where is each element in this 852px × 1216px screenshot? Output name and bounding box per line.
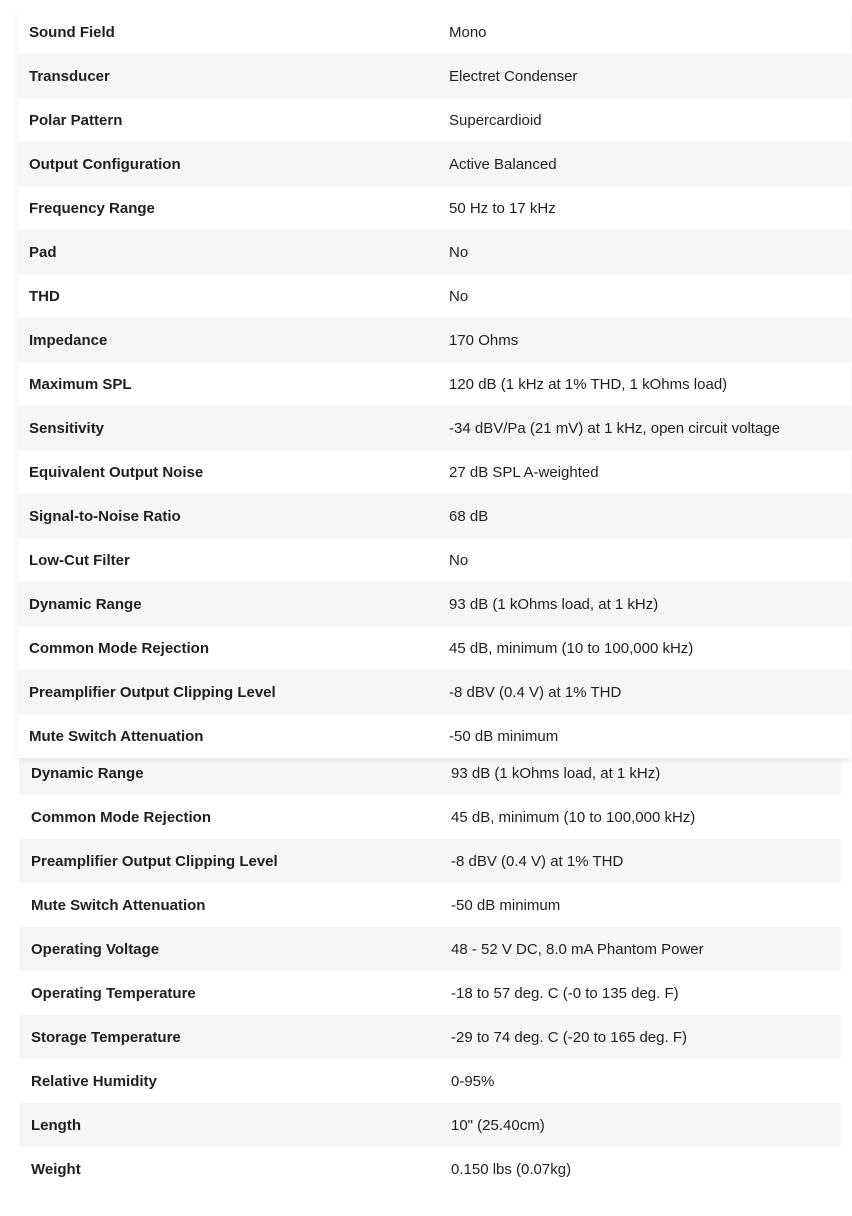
spec-label: Storage Temperature [31,1028,181,1046]
spec-label: Pad [29,243,57,261]
spec-value: 170 Ohms [449,331,519,349]
spec-row [17,230,851,274]
spec-row [17,98,851,142]
spec-value: Mono [449,23,487,41]
spec-label: Relative Humidity [31,1072,157,1090]
spec-label: Transducer [29,67,110,85]
spec-row [17,626,851,670]
spec-label: Common Mode Rejection [31,808,212,826]
spec-value: 45 dB, minimum (10 to 100,000 kHz) [449,639,694,657]
spec-value: -8 dBV (0.4 V) at 1% THD [451,852,624,870]
spec-value: 27 dB SPL A-weighted [449,463,599,481]
spec-label: Equivalent Output Noise [29,463,204,481]
spec-label: Mute Switch Attenuation [31,896,206,914]
spec-label: Mute Switch Attenuation [29,727,204,745]
spec-value: 10" (25.40cm) [451,1116,545,1134]
spec-row [17,450,851,494]
spec-value: 93 dB (1 kOhms load, at 1 kHz) [449,595,659,613]
spec-value: 50 Hz to 17 kHz [449,199,556,217]
spec-label: Dynamic Range [31,764,144,782]
spec-label: Preamplifier Output Clipping Level [29,683,276,701]
spec-label: Preamplifier Output Clipping Level [31,852,278,870]
spec-row [17,142,851,186]
spec-label: Dynamic Range [29,595,142,613]
spec-row [19,1059,841,1103]
specs-table-back [19,751,841,1191]
spec-value: -50 dB minimum [449,727,559,745]
spec-row [19,795,841,839]
spec-row [19,883,841,927]
spec-row [17,670,851,714]
spec-row [17,538,851,582]
spec-value: No [449,551,469,569]
spec-value: Supercardioid [449,111,542,129]
spec-value: 120 dB (1 kHz at 1% THD, 1 kOhms load) [449,375,728,393]
spec-label: Sound Field [29,23,115,41]
spec-label: Operating Voltage [31,940,160,958]
spec-row [17,582,851,626]
spec-row [19,971,841,1015]
spec-row [19,1147,841,1191]
spec-row [19,1103,841,1147]
spec-row [17,406,851,450]
spec-value: 0-95% [451,1072,495,1090]
spec-value: Active Balanced [449,155,557,173]
spec-value: -50 dB minimum [451,896,561,914]
spec-value: 68 dB [449,507,489,525]
spec-value: -8 dBV (0.4 V) at 1% THD [449,683,622,701]
spec-value: -18 to 57 deg. C (-0 to 135 deg. F) [451,984,679,1002]
spec-row [19,839,841,883]
spec-label: Signal-to-Noise Ratio [29,507,181,525]
spec-row [17,186,851,230]
spec-row [17,54,851,98]
spec-row [17,494,851,538]
spec-row [17,318,851,362]
spec-row [19,1015,841,1059]
spec-value: 48 - 52 V DC, 8.0 mA Phantom Power [451,940,704,958]
spec-label: Frequency Range [29,199,155,217]
spec-value: -29 to 74 deg. C (-20 to 165 deg. F) [451,1028,687,1046]
spec-label: Output Configuration [29,155,181,173]
spec-value: 0.150 lbs (0.07kg) [451,1160,572,1178]
spec-row [17,274,851,318]
spec-label: THD [29,287,60,305]
spec-label: Low-Cut Filter [29,551,130,569]
spec-row [19,927,841,971]
spec-value: -34 dBV/Pa (21 mV) at 1 kHz, open circuit voltage [449,419,780,437]
spec-value: 45 dB, minimum (10 to 100,000 kHz) [451,808,696,826]
spec-label: Sensitivity [29,419,105,437]
spec-label: Polar Pattern [29,111,123,129]
specs-table-front [17,10,851,758]
spec-label: Maximum SPL [29,375,132,393]
spec-label: Operating Temperature [31,984,196,1002]
spec-label: Length [31,1116,81,1134]
spec-row [17,714,851,758]
spec-row [17,10,851,54]
spec-value: No [449,243,469,261]
spec-value: Electret Condenser [449,67,578,85]
spec-label: Common Mode Rejection [29,639,210,657]
spec-label: Weight [31,1160,81,1178]
spec-value: 93 dB (1 kOhms load, at 1 kHz) [451,764,661,782]
spec-value: No [449,287,469,305]
spec-label: Impedance [29,331,108,349]
spec-row [17,362,851,406]
